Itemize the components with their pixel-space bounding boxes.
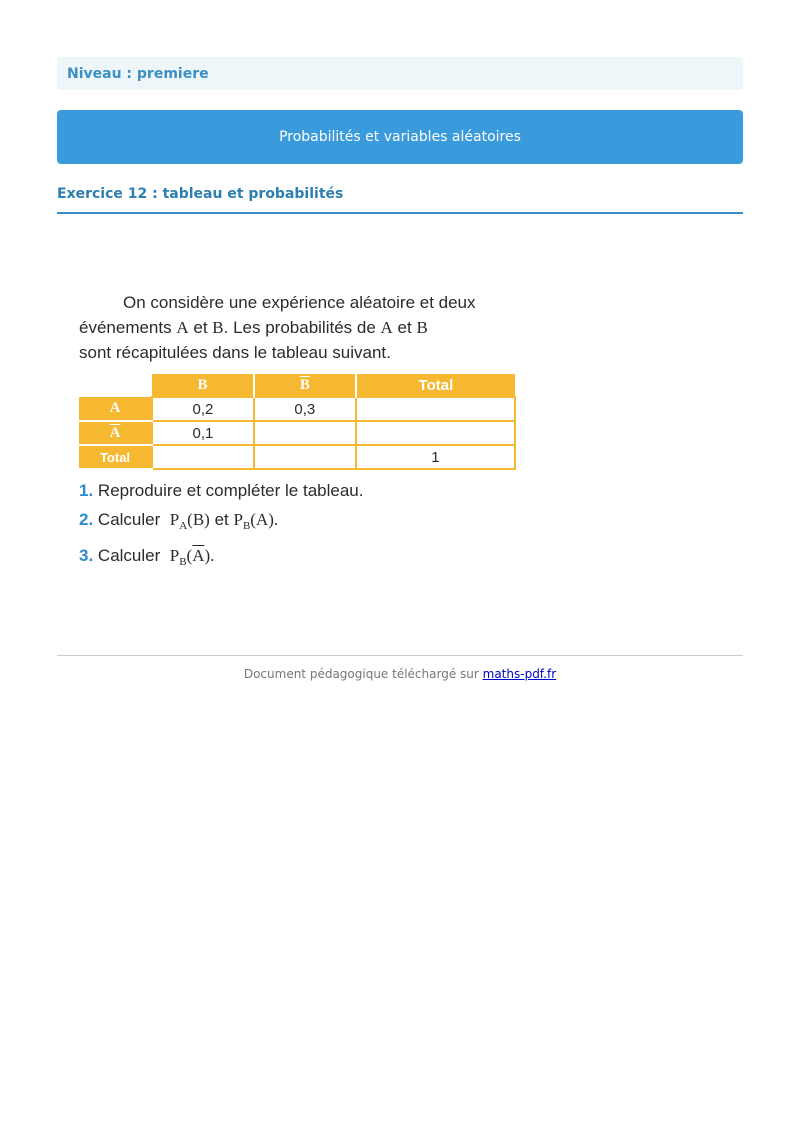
- question-number: 2.: [79, 510, 94, 529]
- question-number: 1.: [79, 481, 94, 500]
- probability-table: [79, 374, 516, 470]
- expr-pa-b: $P_A(B)$: [169, 510, 210, 532]
- cell-total-bbar: [254, 445, 356, 469]
- footer-text: Document pédagogique téléchargé sur: [243, 667, 483, 681]
- question-number: 3.: [79, 546, 94, 565]
- intro-line-2b: . Les probabilités de: [223, 318, 376, 337]
- cell-a-total: [356, 397, 515, 421]
- intro-line-1: On considère une expérience aléatoire et deux: [123, 293, 476, 312]
- event-b-2: B: [416, 318, 428, 337]
- cell-a-b: 0,2: [152, 397, 254, 421]
- cell-abar-bbar: [254, 421, 356, 445]
- footer: [57, 667, 743, 681]
- level-label: Niveau : premiere: [67, 65, 209, 82]
- question-joiner: et: [214, 510, 229, 529]
- expr-pb-a: $P_B(A)$.: [233, 510, 279, 532]
- header-total: Total: [356, 374, 515, 397]
- exercise-content: [79, 290, 539, 577]
- intro-line-3: sont récapitulées dans le tableau suivant.: [79, 343, 391, 362]
- exercise-heading: Exercice 12 : tableau et probabilités: [57, 186, 743, 214]
- table-corner: [79, 374, 152, 397]
- table-row: [79, 397, 515, 421]
- row-label-a-bar: $\overline{A}$: [79, 421, 152, 445]
- table-row: [79, 445, 515, 469]
- question-3: [79, 541, 539, 577]
- event-a: A: [176, 318, 189, 337]
- question-text: Reproduire et compléter le tableau.: [97, 481, 364, 500]
- cell-a-bbar: 0,3: [254, 397, 356, 421]
- question-2: [79, 505, 539, 541]
- cell-abar-total: [356, 421, 515, 445]
- intro-and-2: et: [397, 318, 412, 337]
- footer-divider: [57, 655, 743, 656]
- level-box: [57, 57, 743, 90]
- footer-link[interactable]: maths-pdf.fr: [482, 667, 557, 681]
- question-1: [79, 476, 539, 505]
- exercise-intro: [79, 290, 539, 365]
- intro-and: et: [193, 318, 208, 337]
- intro-events-word: événements: [79, 318, 172, 337]
- event-b: B: [212, 318, 224, 337]
- cell-total-b: [152, 445, 254, 469]
- cell-total-total: 1: [356, 445, 515, 469]
- header-b: B: [152, 374, 254, 397]
- header-b-bar: $\overline{B}$: [254, 374, 356, 397]
- cell-abar-b: 0,1: [152, 421, 254, 445]
- chapter-title: Probabilités et variables aléatoires: [57, 110, 743, 164]
- event-a-2: A: [380, 318, 393, 337]
- question-text: Calculer: [97, 510, 161, 529]
- question-list: [79, 476, 539, 577]
- question-text: Calculer: [97, 546, 161, 565]
- expr-pb-abar: $P_B(\overline{A})$.: [169, 546, 215, 568]
- row-label-a: A: [79, 397, 152, 421]
- table-row: [79, 421, 515, 445]
- row-label-total: Total: [79, 445, 152, 469]
